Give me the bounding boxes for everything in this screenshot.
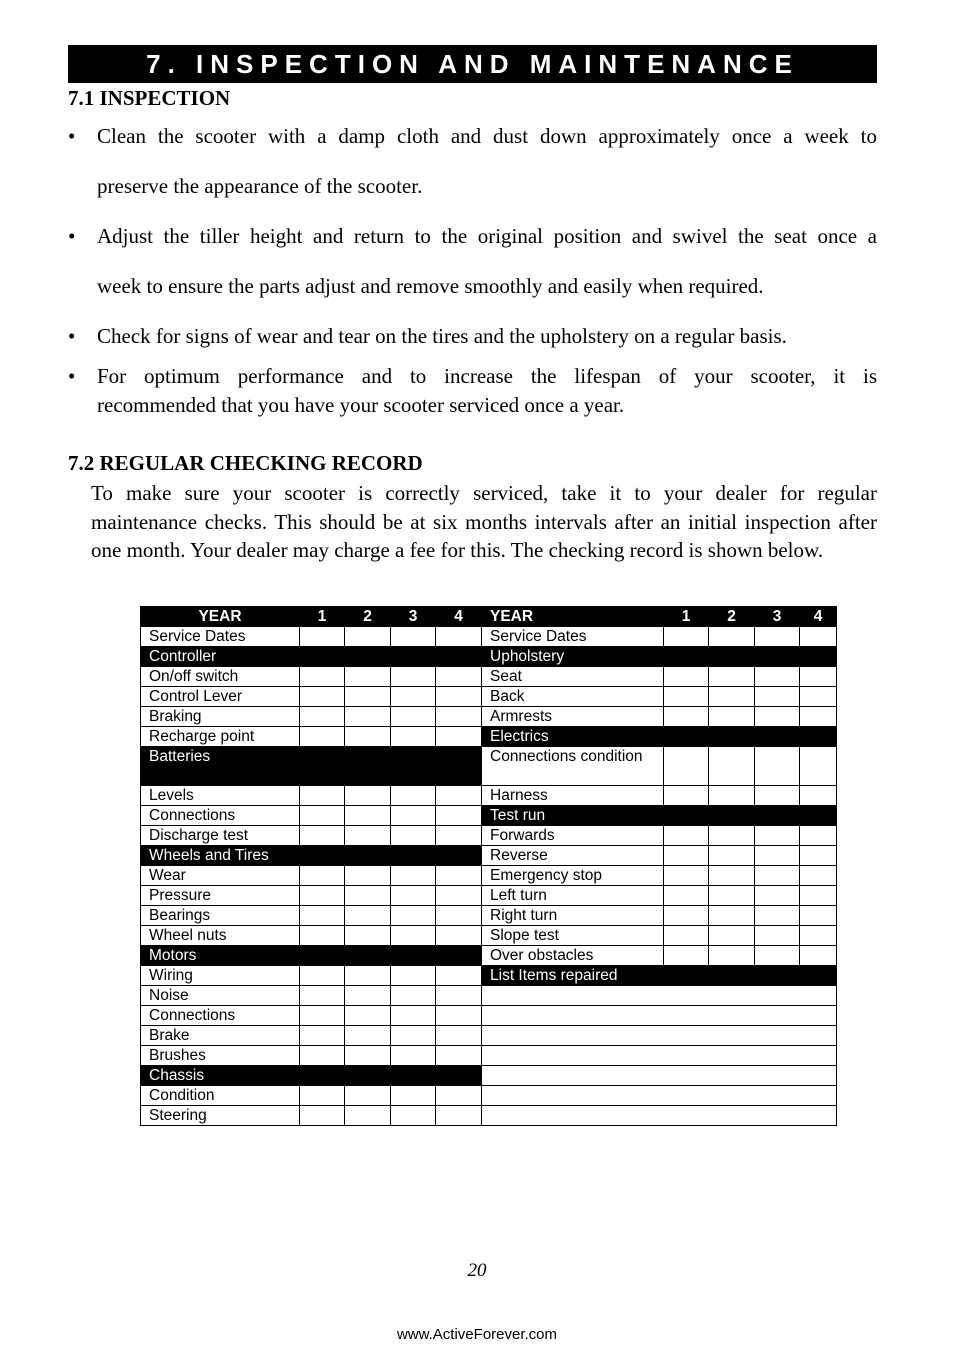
check-cell	[300, 1026, 345, 1046]
check-cell	[391, 806, 436, 826]
repair-notes-cell	[482, 1006, 837, 1026]
check-cell	[436, 786, 482, 806]
row-label: Connections condition	[482, 747, 664, 786]
check-cell	[664, 687, 709, 707]
bullet-4-line-2: recommended that you have your scooter serviced once a year.	[97, 393, 625, 417]
check-cell	[436, 667, 482, 687]
row-label: Brushes	[141, 1046, 300, 1066]
check-cell	[709, 627, 755, 647]
check-cell	[391, 886, 436, 906]
check-cell	[300, 627, 345, 647]
check-cell	[709, 886, 755, 906]
check-cell	[345, 886, 391, 906]
row-label: Control Lever	[141, 687, 300, 707]
check-cell	[800, 926, 837, 946]
check-cell	[709, 687, 755, 707]
repair-notes-cell	[482, 1066, 837, 1086]
repair-notes-cell	[482, 1026, 837, 1046]
table-row	[141, 906, 837, 926]
bullet-3-line-1: Check for signs of wear and tear on the tires and the upholstery on a regular basis.	[97, 324, 787, 348]
check-cell	[436, 826, 482, 846]
section-row-test-run: Test run	[482, 806, 837, 826]
check-cell	[800, 707, 837, 727]
check-cell	[709, 866, 755, 886]
row-label: Brake	[141, 1026, 300, 1046]
row-label: Recharge point	[141, 727, 300, 747]
check-cell	[436, 926, 482, 946]
row-label: Braking	[141, 707, 300, 727]
row-label: Wheel nuts	[141, 926, 300, 946]
check-cell	[345, 1006, 391, 1026]
check-cell	[664, 946, 709, 966]
year-4-header: 4	[436, 607, 482, 627]
row-label: Over obstacles	[482, 946, 664, 966]
row-label: Service Dates	[482, 627, 664, 647]
check-cell	[345, 786, 391, 806]
check-cell	[436, 806, 482, 826]
row-label: Discharge test	[141, 826, 300, 846]
check-cell	[800, 786, 837, 806]
section-title-banner: 7. INSPECTION AND MAINTENANCE	[68, 45, 877, 83]
check-cell	[345, 1086, 391, 1106]
check-cell	[345, 1106, 391, 1126]
check-cell	[709, 786, 755, 806]
check-cell	[664, 667, 709, 687]
row-label: Steering	[141, 1106, 300, 1126]
row-label: Right turn	[482, 906, 664, 926]
check-cell	[664, 886, 709, 906]
check-cell	[755, 886, 800, 906]
row-label: Armrests	[482, 707, 664, 727]
section-row-motors: Motors	[141, 946, 482, 966]
row-label: Wiring	[141, 966, 300, 986]
table-header-row	[141, 607, 837, 627]
table-row	[141, 946, 837, 966]
bullet-dot: •	[68, 364, 76, 388]
table-row	[141, 926, 837, 946]
repair-notes-cell	[482, 1086, 837, 1106]
section-row-electrics: Electrics	[482, 727, 837, 747]
check-cell	[300, 826, 345, 846]
table-row	[141, 1026, 837, 1046]
checking-record-paragraph: To make sure your scooter is correctly serviced, take it to your dealer for regular maintenance checks. This should be at six months intervals after an initial inspection after one month. Your dealer may charge a fee for this. The checking record is shown below.	[91, 481, 877, 563]
check-cell	[345, 667, 391, 687]
year-1-header: 1	[664, 607, 709, 627]
check-cell	[800, 826, 837, 846]
check-cell	[391, 1006, 436, 1026]
section-row-chassis: Chassis	[141, 1066, 482, 1086]
check-cell	[755, 747, 800, 786]
check-cell	[300, 886, 345, 906]
check-cell	[300, 906, 345, 926]
check-cell	[755, 707, 800, 727]
table-row	[141, 886, 837, 906]
check-cell	[300, 1006, 345, 1026]
table-row	[141, 806, 837, 826]
check-cell	[664, 707, 709, 727]
check-cell	[345, 826, 391, 846]
section-row-wheels-and-tires: Wheels and Tires	[141, 846, 482, 866]
bullet-1-line-1: Clean the scooter with a damp cloth and dust down approximately once a week to	[97, 124, 877, 148]
check-cell	[800, 866, 837, 886]
check-cell	[345, 627, 391, 647]
table-row	[141, 1086, 837, 1106]
check-cell	[391, 966, 436, 986]
table-row	[141, 747, 837, 786]
check-cell	[436, 966, 482, 986]
page-number: 20	[467, 1260, 487, 1281]
check-cell	[709, 707, 755, 727]
check-cell	[800, 846, 837, 866]
row-label: Connections	[141, 1006, 300, 1026]
check-cell	[800, 667, 837, 687]
check-cell	[436, 906, 482, 926]
check-cell	[800, 906, 837, 926]
check-cell	[664, 866, 709, 886]
year-3-header: 3	[755, 607, 800, 627]
table-row	[141, 1106, 837, 1126]
check-cell	[709, 946, 755, 966]
check-cell	[755, 846, 800, 866]
check-cell	[300, 926, 345, 946]
check-cell	[391, 906, 436, 926]
check-cell	[391, 826, 436, 846]
section-row-controller: Controller	[141, 647, 482, 667]
row-label: Seat	[482, 667, 664, 687]
check-cell	[391, 667, 436, 687]
check-cell	[664, 906, 709, 926]
check-cell	[664, 846, 709, 866]
check-cell	[664, 747, 709, 786]
check-cell	[709, 906, 755, 926]
table-row	[141, 1046, 837, 1066]
table-row	[141, 966, 837, 986]
check-cell	[436, 687, 482, 707]
check-cell	[345, 707, 391, 727]
year-3-header: 3	[391, 607, 436, 627]
check-cell	[436, 727, 482, 747]
check-cell	[391, 1086, 436, 1106]
check-cell	[345, 926, 391, 946]
check-cell	[800, 886, 837, 906]
check-cell	[436, 1106, 482, 1126]
row-label: Wear	[141, 866, 300, 886]
check-cell	[436, 1086, 482, 1106]
row-label: Pressure	[141, 886, 300, 906]
check-cell	[300, 1106, 345, 1126]
check-cell	[345, 866, 391, 886]
check-cell	[436, 1046, 482, 1066]
bullet-2-line-2: week to ensure the parts adjust and remove smoothly and easily when required.	[97, 274, 764, 298]
check-cell	[345, 906, 391, 926]
check-cell	[664, 826, 709, 846]
table-row	[141, 667, 837, 687]
table-row	[141, 627, 837, 647]
check-cell	[300, 986, 345, 1006]
check-cell	[391, 1046, 436, 1066]
row-label: Noise	[141, 986, 300, 1006]
check-cell	[800, 687, 837, 707]
check-cell	[300, 707, 345, 727]
bullet-4-line-1: For optimum performance and to increase the lifespan of your scooter, it is	[97, 364, 877, 388]
check-cell	[391, 866, 436, 886]
check-cell	[800, 946, 837, 966]
check-cell	[300, 687, 345, 707]
row-label: Bearings	[141, 906, 300, 926]
check-cell	[755, 946, 800, 966]
row-label: Forwards	[482, 826, 664, 846]
check-cell	[391, 727, 436, 747]
year-header-left: YEAR	[141, 607, 300, 627]
table-row	[141, 866, 837, 886]
section-row-upholstery: Upholstery	[482, 647, 837, 667]
year-2-header: 2	[709, 607, 755, 627]
check-cell	[436, 707, 482, 727]
bullet-dot: •	[68, 324, 76, 348]
check-cell	[755, 687, 800, 707]
check-cell	[436, 866, 482, 886]
check-cell	[391, 687, 436, 707]
bullet-2-line-1: Adjust the tiller height and return to the original position and swivel the seat once a	[97, 224, 877, 248]
repair-notes-cell	[482, 986, 837, 1006]
repair-notes-cell	[482, 1046, 837, 1066]
check-cell	[755, 826, 800, 846]
check-cell	[436, 1026, 482, 1046]
check-cell	[300, 866, 345, 886]
row-label: Connections	[141, 806, 300, 826]
check-cell	[800, 747, 837, 786]
check-cell	[300, 966, 345, 986]
check-cell	[391, 786, 436, 806]
check-cell	[755, 906, 800, 926]
check-cell	[345, 966, 391, 986]
check-cell	[300, 667, 345, 687]
check-cell	[709, 667, 755, 687]
table-row	[141, 1006, 837, 1026]
year-1-header: 1	[300, 607, 345, 627]
check-cell	[300, 727, 345, 747]
year-2-header: 2	[345, 607, 391, 627]
table-row	[141, 826, 837, 846]
check-cell	[664, 786, 709, 806]
check-cell	[755, 667, 800, 687]
check-cell	[709, 926, 755, 946]
check-cell	[664, 926, 709, 946]
check-cell	[755, 627, 800, 647]
check-cell	[300, 1046, 345, 1066]
row-label: Condition	[141, 1086, 300, 1106]
row-label: Levels	[141, 786, 300, 806]
check-cell	[345, 687, 391, 707]
check-cell	[391, 707, 436, 727]
check-cell	[755, 926, 800, 946]
check-cell	[664, 627, 709, 647]
inspection-heading: 7.1 INSPECTION	[68, 86, 231, 110]
check-cell	[391, 627, 436, 647]
bullet-1-line-2: preserve the appearance of the scooter.	[97, 174, 423, 198]
bullet-dot: •	[68, 124, 76, 148]
check-cell	[755, 866, 800, 886]
table-row	[141, 687, 837, 707]
checking-record-table	[140, 606, 837, 1126]
check-cell	[345, 1046, 391, 1066]
check-cell	[300, 806, 345, 826]
row-label: Harness	[482, 786, 664, 806]
check-cell	[345, 986, 391, 1006]
row-label: Emergency stop	[482, 866, 664, 886]
check-cell	[300, 786, 345, 806]
check-cell	[755, 786, 800, 806]
year-4-header: 4	[800, 607, 837, 627]
check-cell	[345, 1026, 391, 1046]
check-cell	[391, 1106, 436, 1126]
row-label: Reverse	[482, 846, 664, 866]
check-cell	[436, 886, 482, 906]
row-label: Service Dates	[141, 627, 300, 647]
check-cell	[436, 1006, 482, 1026]
check-cell	[345, 806, 391, 826]
row-label: Slope test	[482, 926, 664, 946]
table-row	[141, 1066, 837, 1086]
row-label: Back	[482, 687, 664, 707]
checking-record-heading: 7.2 REGULAR CHECKING RECORD	[68, 451, 423, 475]
check-cell	[709, 826, 755, 846]
check-cell	[436, 627, 482, 647]
table-row	[141, 986, 837, 1006]
table-row	[141, 786, 837, 806]
table-row	[141, 846, 837, 866]
check-cell	[300, 1086, 345, 1106]
row-label: On/off switch	[141, 667, 300, 687]
year-header-right: YEAR	[482, 607, 664, 627]
footer-url: www.ActiveForever.com	[396, 1326, 558, 1343]
check-cell	[436, 986, 482, 1006]
check-cell	[391, 926, 436, 946]
section-row-list-items-repaired: List Items repaired	[482, 966, 837, 986]
bullet-dot: •	[68, 224, 76, 248]
check-cell	[345, 727, 391, 747]
table-row	[141, 727, 837, 747]
check-cell	[391, 1026, 436, 1046]
table-row	[141, 707, 837, 727]
table-row	[141, 647, 837, 667]
check-cell	[709, 747, 755, 786]
row-label: Left turn	[482, 886, 664, 906]
section-row-batteries: Batteries	[141, 747, 482, 786]
check-cell	[709, 846, 755, 866]
check-cell	[391, 986, 436, 1006]
repair-notes-cell	[482, 1106, 837, 1126]
check-cell	[800, 627, 837, 647]
